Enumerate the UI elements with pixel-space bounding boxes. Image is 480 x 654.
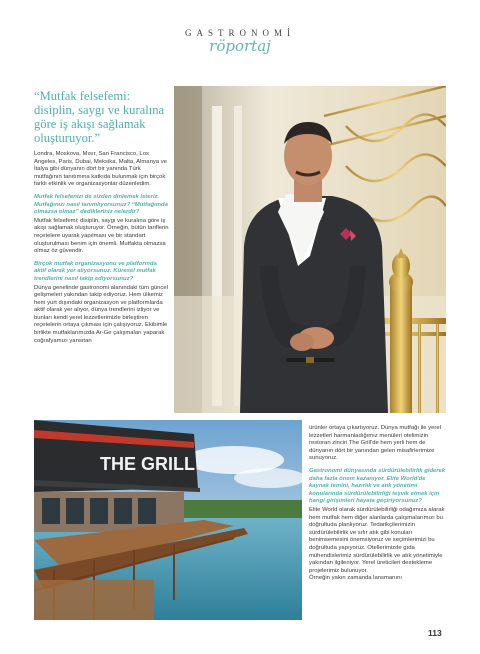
- restaurant-illustration: [34, 420, 302, 620]
- answer-2: Dünya genelinde gastronomi alanındaki tüm güncel gelişmeleri yakından takip ediyoruz. Hem ülkemiz hem yurt dışındaki organizasyon ve platformlarda aktif olarak yer alıyor, dünya trendlerini izliyor ve bunları kendi yerel lezzetlerimizle birleştiren reçetelerin ortaya çıkması için çalışıyoruz. Ekibimle birlikte mutfaklarımızda Ar-Ge çalışmaları yaparak coğrafyamızı yansıtan: [34, 284, 168, 344]
- intro-paragraph: Londra, Moskova, Mısır, San Francisco, Los Angeles, Paris, Dubai, Meksika, Malta, Almanya ve İtalya gibi dünyanın dört bir yanında Türk mutfağının tanıtımına katkıda bulunmak için birçok farklı etkinlik ve organizasyonlar düzenledim.: [34, 151, 167, 188]
- left-text-column: [34, 151, 170, 350]
- restaurant-photo: [34, 420, 302, 620]
- answer-3-continued: Örneğin yakın zamanda lansmanını: [309, 575, 402, 582]
- answer-3: Elite World olarak sürdürülebilirliği odağımıza alarak hem mutfak hem diğer alanlarda çalışmalarımızı bu doğrultuda planlıyoruz. Tedarikçilerimizin sürdürülebilirlik ve sıfır atık gibi konuları benimsemesini önemsiyoruz ve seçimlerimizi bu doğrultuda yapıyoruz. Otellerimizde gıda mühendislerimiz sürdürülebilirlik ve atık yönetimiyle yakından ilgileniyor. Yerel üreticileri destekleme projelerimiz bulunuyor.: [309, 506, 445, 574]
- question-2: Birçok mutfak organizasyonu ve platformda aktif olarak yer alıyorsunuz. Küresel mutfak trendlerini nasıl takip ediyorsunuz?: [34, 260, 157, 282]
- question-1: Mutfak felsefenizi de sizden dinlemek isteriz. Mutfağınızı nasıl tanımlıyorsunuz? “Mutfağımda olmazsa olmaz” dedikleriniz nelerdir?: [34, 193, 168, 216]
- continued-paragraph: ürünler ortaya çıkartıyoruz. Dünya mutfağı ile yerel lezzetleri harmanladığımız menüleri otelimizin restoran zinciri The Grill'de hem yerli hem de dünyanın dört bir yanından gelen misafirlerimize sunuyoruz.: [309, 425, 441, 462]
- right-text-column: [309, 425, 447, 588]
- pull-quote: “Mutfak felsefemi: disiplin, saygı ve kuralına göre iş akışı sağlamak oluşturuyor.”: [34, 89, 165, 145]
- magazine-section-title: GASTRONOMİ: [184, 28, 295, 38]
- portrait-illustration: [174, 86, 446, 413]
- chef-portrait-photo: [174, 86, 446, 413]
- answer-1: Mutfak felsefemi; disiplin, saygı ve kuralına göre iş akışı sağlamak oluşturuyor. Örneğin, bütün tariflerin reçetelere uyarak yapılması ve bir standart oluşturulması benim için önemli. Mutfakta olmazsa olmaz öz güvendir.: [34, 217, 169, 255]
- page-number: 113: [428, 628, 442, 638]
- magazine-subsection-title: röportaj: [209, 37, 271, 55]
- restaurant-sign-text: THE GRILL: [100, 454, 195, 474]
- question-3: Gastronomi dünyasında sürdürülebilirlik giderek daha fazla önem kazanıyor. Elite World'de kaynak temini, hazırlık ve atık yönetimi konularında sürdürülebilirliği teşvik etmek için hangi girişimleri hayata geçiriyorsunuz?: [309, 467, 446, 505]
